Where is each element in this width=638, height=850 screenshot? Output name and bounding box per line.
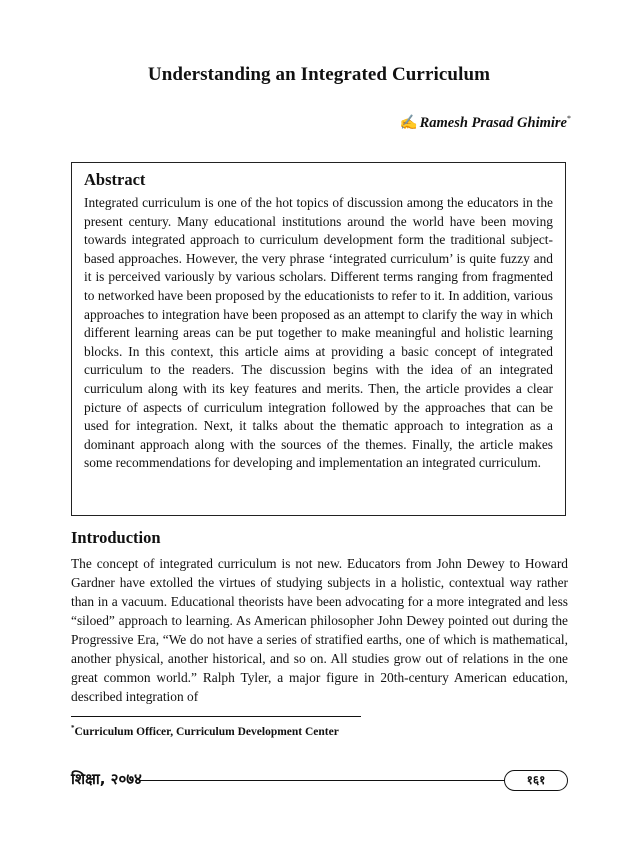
journal-name: शिक्षा, २०७४ [71, 770, 142, 788]
footnote-text: Curriculum Officer, Curriculum Development Center [74, 725, 339, 738]
footnote-mark: * [71, 724, 75, 732]
footnote-divider [71, 716, 361, 717]
abstract-box [71, 162, 566, 516]
abstract-heading: Abstract [84, 170, 146, 189]
page-number: १६१ [504, 770, 568, 791]
author-footnote-mark: * [567, 114, 571, 124]
footer-divider [139, 780, 505, 781]
introduction-text: The concept of integrated curriculum is not new. Educators from John Dewey to Howard Gardner have extolled the virtues of studying subjects in a holistic, contextual way rather than in a vacuum. Educational theorists have been advocating for a more integrated and less “siloed” approach to learning. As American philosopher John Dewey pointed out during the Progressive Era, “We do not have a series of stratified earths, one of which is mathematical, another physical, another historical, and so on. All studies grow out of relations in the one great common world.” Ralph Tyler, a major figure in 20th-century American education, described integration of [71, 556, 568, 704]
author-name: Ramesh Prasad Ghimire [419, 115, 567, 131]
footnote [71, 724, 339, 738]
author-line [400, 114, 572, 132]
pen-icon: ✍ [399, 115, 418, 131]
abstract-text: Integrated curriculum is one of the hot topics of discussion among the educators in the present century. Many educational institutions around the world have been moving towards integrated approach to curriculum development form the traditional subject-based approaches. However, the very phrase ‘integrated curriculum’ is quite fuzzy and it is perceived variously by various scholars. Different terms ranging from fragmented to networked have been proposed by the educationists to refer to it. In addition, various approaches to integration have been proposed as an attempt to clarify the way in which different learning areas can be put together to make meaningful and holistic learning blocks. In this context, this article aims at providing a basic concept of integrated curriculum to the readers. The discussion begins with the idea of an integrated curriculum along with its key features and merits. Then, the article provides a clear picture of aspects of curriculum integration followed by the approaches that can be used for integration. Next, it talks about the thematic approach to integration as a dominant approach along with the sources of the themes. Finally, the article makes some recommendations for developing and implementation an integrated curriculum. [84, 195, 553, 471]
introduction-heading: Introduction [71, 528, 161, 547]
article-title: Understanding an Integrated Curriculum [147, 64, 491, 85]
